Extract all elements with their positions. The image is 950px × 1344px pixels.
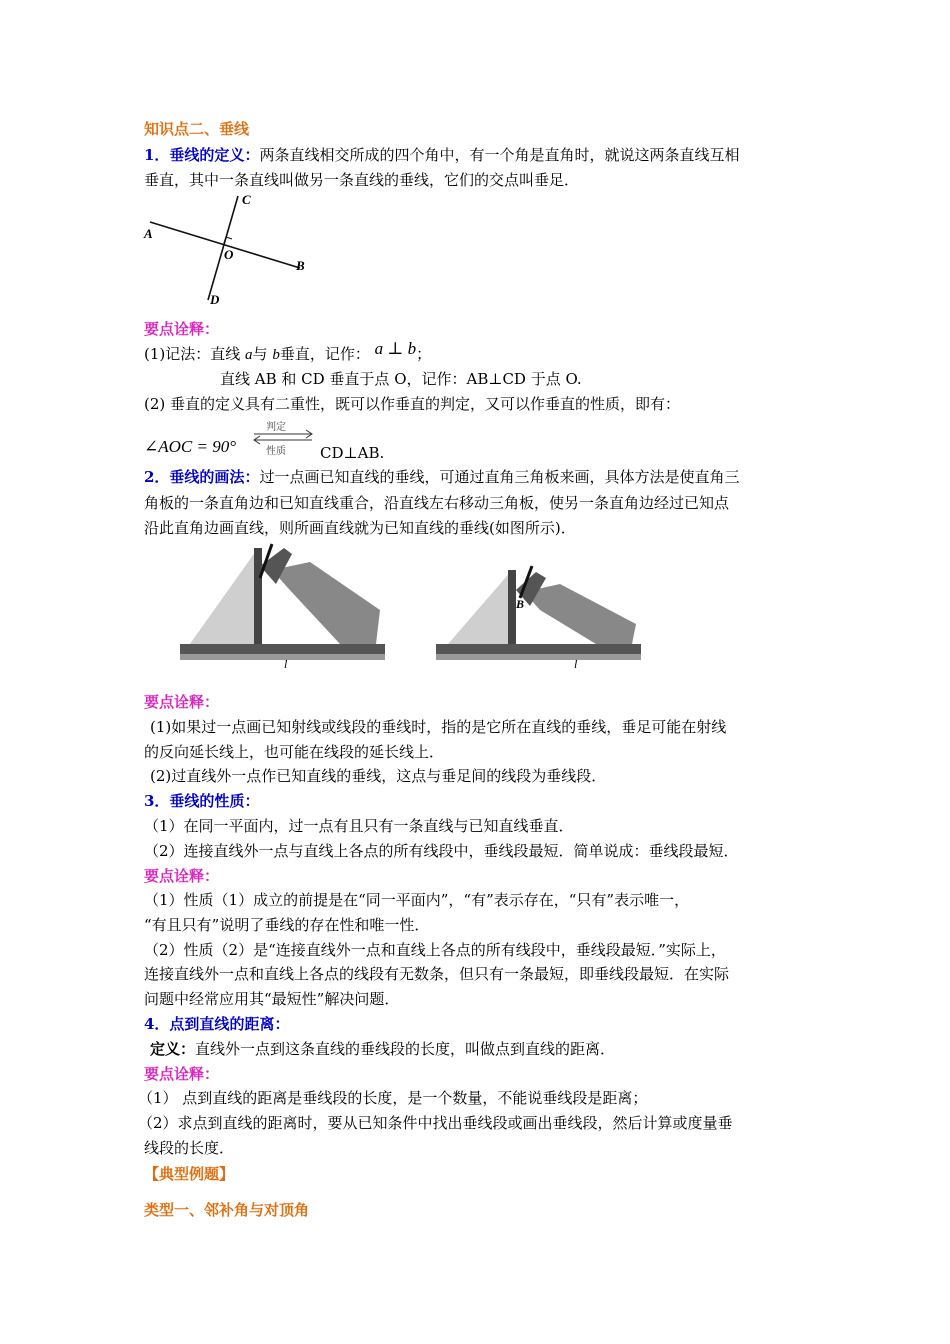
property-heading: 3．垂线的性质： [144, 792, 260, 810]
drawing-line-3: 沿此直角边画直线，则所画直线就为已知直线的垂线(如图所示)． [144, 519, 576, 537]
ruler-right [436, 644, 641, 654]
distance-definition [150, 1038, 615, 1060]
setsquare-edge [254, 548, 262, 658]
property-2: （2）连接直线外一点与直线上各点的所有线段中，垂线段最短．简单说成：垂线段最短． [144, 842, 739, 860]
label-c: C [242, 192, 251, 207]
definition-label: 定义： [150, 1040, 196, 1058]
note2-item-1b: 的反向延长线上，也可能在线段的延长线上． [144, 743, 445, 761]
var-b: b [272, 347, 280, 363]
drawing-line-1 [144, 466, 739, 488]
definition-heading: 1．垂线的定义： [144, 146, 260, 164]
arrow-bottom-label: 性质 [266, 446, 286, 457]
notation-text-mid: 与 [252, 345, 273, 363]
note3-item-2a: （2）性质（2）是“连接直线外一点和直线上各点的所有线段中，垂线段最短．”实际上， [144, 941, 726, 959]
note4-item-2b: 线段的长度． [144, 1139, 235, 1157]
point-b: B [516, 597, 525, 611]
notation-text: (1)记法：直线 [144, 345, 246, 363]
drawing-text-1: 过一点画已知直线的垂线，可通过直角三角板来画，具体方法是使直角三 [259, 468, 740, 486]
line-l-left: l [284, 657, 288, 670]
note2-item-1a: (1)如果过一点画已知射线或线段的垂线时，指的是它所在直线的垂线，垂足可能在射线 [150, 718, 727, 736]
definition-line-2: 垂直，其中一条直线叫做另一条直线的垂线，它们的交点叫垂足． [144, 171, 580, 189]
drawing-heading: 2．垂线的画法： [144, 468, 260, 486]
notation-text-end: 垂直，记作： [279, 345, 370, 363]
label-o: O [224, 247, 234, 262]
note2-item-2: (2)过直线外一点作已知直线的垂线，这点与垂足间的线段为垂线段． [150, 767, 607, 785]
typical-examples-heading: 【典型例题】 [144, 1165, 235, 1183]
note3-item-1a: （1）性质（1）成立的前提是在“同一平面内”，“有”表示存在，“只有”表示唯一， [144, 891, 690, 909]
note4-item-2a: （2）求点到直线的距离时，要从已知条件中找出垂线段或画出垂线段，然后计算或度量垂 [138, 1114, 733, 1132]
setsquare-shade [180, 548, 258, 658]
perp-formula: a ⊥ b [374, 339, 417, 358]
formula-left: ∠AOC = 90° [144, 437, 237, 456]
semicolon: ； [416, 345, 432, 363]
setsquare-figure-left [180, 540, 390, 670]
note-heading-1: 要点诠释： [144, 320, 220, 338]
ruler [180, 644, 385, 654]
label-d: D [210, 292, 220, 307]
arm-right [524, 584, 636, 644]
note1-item-1 [144, 339, 432, 366]
equivalence-arrows [248, 418, 318, 458]
setsquare-figure-right [436, 540, 646, 670]
note3-item-1b: “有且只有”说明了垂线的存在性和唯一性． [144, 916, 430, 934]
note3-item-2c: 问题中经常应用其“最短性”解决问题． [144, 990, 400, 1008]
note1-item-2: (2) 垂直的定义具有二重性，既可以作垂直的判定，又可以作垂直的性质，即有： [144, 395, 681, 413]
arm-left [272, 562, 380, 644]
formula-right: CD⊥AB. [320, 444, 385, 462]
note-heading-4: 要点诠释： [144, 1065, 220, 1083]
label-a: A [144, 226, 153, 241]
perpendicular-figure [140, 190, 320, 310]
var-a: a [245, 347, 253, 363]
property-1: （1）在同一平面内，过一点有且只有一条直线与已知直线垂直． [144, 817, 574, 835]
section-title: 知识点二、垂线 [144, 120, 250, 138]
label-b: B [296, 258, 305, 273]
distance-heading: 4．点到直线的距离： [144, 1015, 290, 1033]
ruler-bottom-right [436, 654, 641, 660]
type-one-heading: 类型一、邻补角与对顶角 [144, 1201, 310, 1219]
note-heading-2: 要点诠释： [144, 693, 220, 711]
note-heading-3: 要点诠释： [144, 867, 220, 885]
definition-line-1 [144, 144, 739, 166]
definition-body: 直线外一点到这条直线的垂线段的长度，叫做点到直线的距离． [195, 1040, 616, 1058]
note4-item-1: （1） 点到直线的距离是垂线段的长度，是一个数量，不能说垂线段是距离； [138, 1089, 648, 1107]
note1-item-1b: 直线 AB 和 CD 垂直于点 O，记作：AB⊥CD 于点 O. [220, 370, 582, 388]
drawing-line-2: 角板的一条直角边和已知直线重合，沿直线左右移动三角板，使另一条直角边经过已知点 [144, 494, 730, 512]
definition-text-1: 两条直线相交所成的四个角中，有一个角是直角时，就说这两条直线互相 [259, 146, 740, 164]
line-l-right: l [574, 657, 578, 670]
ruler-bottom [180, 654, 385, 660]
arrow-top-label: 判定 [266, 422, 286, 433]
note3-item-2b: 连接直线外一点和直线上各点的线段有无数条，但只有一条最短，即垂线段最短．在实际 [144, 965, 730, 983]
